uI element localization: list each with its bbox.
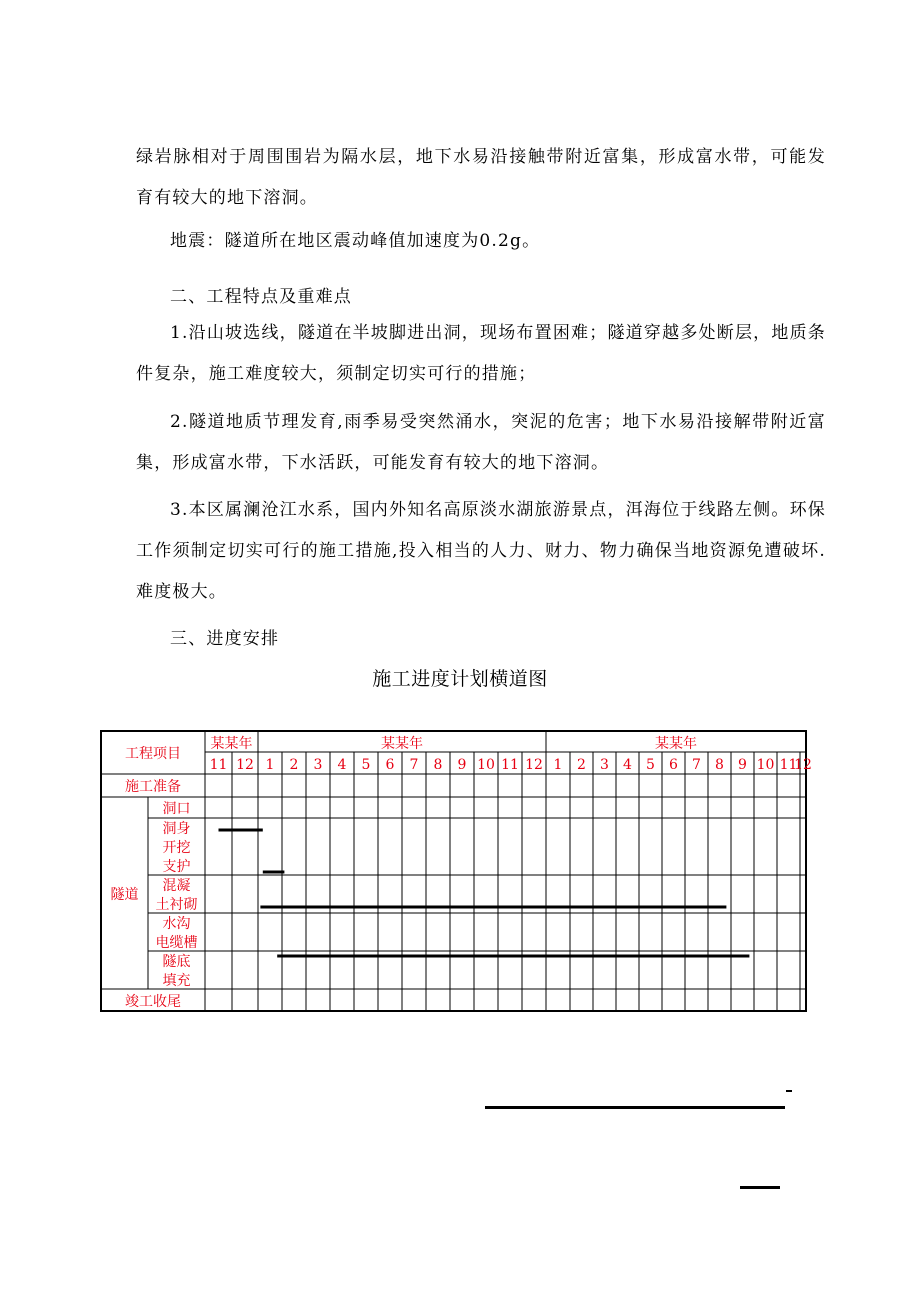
month-label: 9 (738, 757, 747, 773)
month-label: 8 (715, 757, 724, 773)
year-label: 某某年 (655, 736, 697, 752)
paragraph-point-1: 1.沿山坡选线，隧道在半坡脚进出洞，现场布置困难；隧道穿越多处断层，地质条件复杂，施工难度较大，须制定切实可行的措施； (136, 323, 826, 384)
month-label: 11 (209, 757, 228, 773)
month-label: 5 (361, 757, 371, 773)
rule-dash-mark (786, 1090, 792, 1092)
month-label: 3 (600, 757, 609, 773)
row-label-portal: 洞口 (162, 801, 191, 817)
project-header: 工程项目 (125, 746, 181, 762)
month-label: 10 (477, 757, 495, 773)
row-label-excavation: 开挖 (162, 840, 191, 856)
row-label-tunnel: 隧道 (110, 887, 139, 903)
month-label: 11 (501, 757, 519, 773)
paragraph-point-2: 2.隧道地质节理发育,雨季易受突然涌水，突泥的危害；地下水易沿接解带附近富集，形成富水带，下水活跃，可能发育有较大的地下溶洞。 (136, 412, 826, 473)
month-label: 2 (289, 757, 299, 773)
gantt-grid (101, 731, 806, 1011)
underline-rule (485, 1106, 785, 1109)
month-label: 6 (385, 757, 395, 773)
month-label: 2 (577, 757, 586, 773)
row-label-prep: 施工准备 (125, 779, 181, 795)
table-frame (101, 731, 806, 1011)
row-label-lining: 土衬砌 (155, 897, 198, 913)
row-label-drain: 水沟 (162, 916, 191, 932)
month-label: 7 (692, 757, 701, 773)
month-label: 11 (779, 757, 798, 773)
month-label: 3 (313, 757, 323, 773)
month-label: 12 (794, 757, 812, 773)
short-rule (740, 1186, 780, 1189)
section-heading-3: 三、进度安排 (170, 629, 280, 649)
row-label-finish: 竣工收尾 (125, 994, 181, 1010)
month-label: 1 (265, 757, 275, 773)
row-label-fill: 填充 (162, 973, 191, 989)
month-label: 4 (623, 757, 632, 773)
paragraph-point-3: 3.本区属澜沧江水系，国内外知名高原淡水湖旅游景点，洱海位于线路左侧。环保工作须制定切实可行的施工措施,投入相当的人力、财力、物力确保当地资源免遭破坏.难度极大。 (136, 500, 826, 602)
row-label-excavation: 洞身 (162, 821, 191, 837)
chart-title: 施工进度计划横道图 (372, 668, 548, 690)
row-label-fill: 隧底 (162, 954, 191, 970)
gantt-labels (111, 735, 812, 1010)
month-label: 9 (457, 757, 467, 773)
month-label: 6 (669, 757, 678, 773)
month-label: 5 (646, 757, 655, 773)
row-label-drain: 电缆槽 (155, 935, 198, 951)
paragraph-earthquake: 地震：隧道所在地区震动峰值加速度为0.2g。 (170, 231, 541, 251)
gantt-bars (219, 830, 750, 956)
row-label-excavation: 支护 (162, 859, 191, 875)
month-label: 12 (236, 757, 254, 773)
month-label: 8 (433, 757, 443, 773)
month-label: 12 (525, 757, 543, 773)
month-label: 7 (409, 757, 419, 773)
paragraph-1: 绿岩脉相对于周围围岩为隔水层，地下水易沿接触带附近富集，形成富水带，可能发育有较大的地下溶洞。 (136, 147, 826, 208)
month-label: 10 (756, 757, 775, 773)
year-label: 某某年 (381, 736, 423, 752)
month-label: 1 (553, 757, 563, 773)
section-heading-2: 二、工程特点及重难点 (170, 287, 352, 307)
year-label: 某某年 (210, 736, 253, 752)
row-label-lining: 混凝 (162, 878, 191, 894)
month-label: 4 (337, 757, 347, 773)
